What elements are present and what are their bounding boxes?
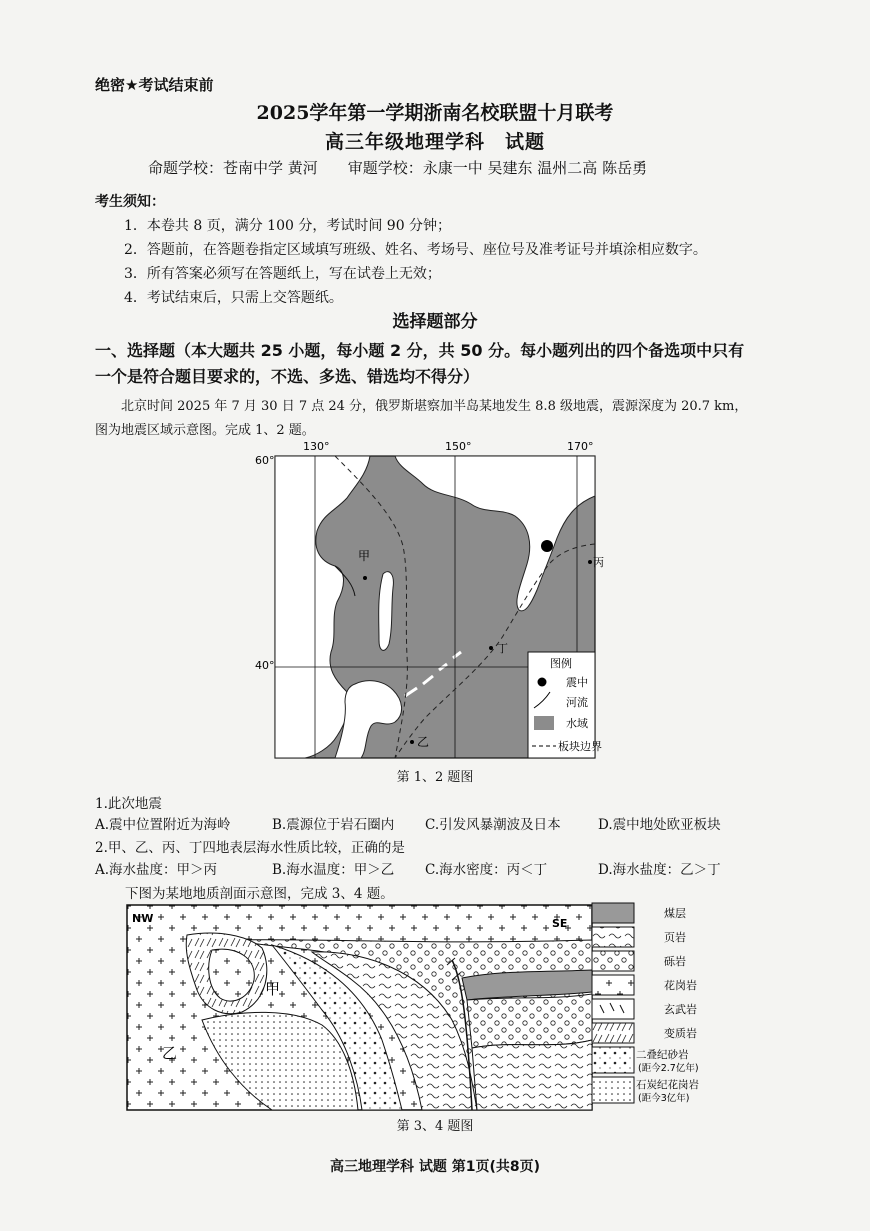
q1-option-c[interactable]: C.引发风暴潮波及日本 [425, 817, 561, 833]
q2-option-d[interactable]: D.海水盐度：乙＞丁 [598, 862, 721, 878]
q2-stem: 2.甲、乙、丙、丁四地表层海水性质比较，正确的是 [95, 840, 405, 856]
exam-title: 2025学年第一学期浙南名校联盟十月联考 [256, 102, 614, 124]
point-bing: 丙 [593, 556, 604, 569]
lon-label-130: 130° [303, 440, 330, 453]
q1-option-a[interactable]: A.震中位置附近为海岭 [95, 817, 231, 833]
intro-q1-2: 北京时间 2025 年 7 月 30 日 7 点 24 分，俄罗斯堪察加半岛某地发生 8.8 级地震，震源深度为 20.7 km，图为地震区域示意图。完成 1、2 题。 [95, 399, 748, 438]
label-yi: 乙 [162, 1044, 178, 1062]
legend-shale: 页岩 [664, 931, 686, 944]
point-ding: 丁 [497, 642, 508, 655]
legend-plate-boundary: 板块边界 [558, 740, 602, 753]
q2-option-b[interactable]: B.海水温度：甲＞乙 [272, 862, 395, 878]
layer-right-lower-shale [472, 1040, 592, 1110]
legend-conglomerate: 砾岩 [664, 955, 686, 968]
section-legend [592, 903, 699, 1104]
notice-item-4: 4．考试结束后，只需上交答题纸。 [124, 290, 343, 306]
lat-label-60: 60° [255, 454, 275, 467]
lat-label-40: 40° [255, 659, 275, 672]
lon-label-170: 170° [567, 440, 594, 453]
legend-coal: 煤层 [664, 907, 686, 920]
notice-item-2: 2．答题前，在答题卷指定区域填写班级、姓名、考场号、座位号及准考证号并填涂相应数字。 [124, 242, 707, 258]
legend-carboniferous-age: (距今3亿年) [638, 1093, 690, 1104]
lon-label-150: 150° [445, 440, 472, 453]
legend-water: 水域 [566, 717, 588, 730]
notice-item-1: 1．本卷共 8 页，满分 100 分，考试时间 90 分钟； [124, 218, 452, 234]
question-header: 一、选择题（本大题共 25 小题，每小题 2 分，共 50 分。每小题列出的四个备选项中只有一个是符合题目要求的，不选、多选、错选均不得分） [95, 341, 745, 386]
legend-granite: 花岗岩 [664, 979, 697, 992]
q1-option-b[interactable]: B.震源位于岩石圈内 [272, 817, 395, 833]
legend-title: 图例 [550, 657, 572, 670]
label-se: SE [552, 917, 568, 930]
section-caption: 第 3、4 题图 [396, 1119, 474, 1134]
authors-line: 命题学校：苍南中学 黄河 审题学校：永康一中 吴建东 温州二高 陈岳勇 [148, 159, 648, 177]
point-yi: 乙 [417, 735, 430, 749]
q1-stem: 1.此次地震 [95, 796, 162, 812]
map-legend [528, 652, 602, 758]
q2-option-c[interactable]: C.海水密度：丙＜丁 [425, 862, 548, 878]
layer-right-lower-sand [467, 994, 592, 1048]
legend-metamorphic: 变质岩 [664, 1027, 697, 1040]
exam-subtitle: 高三年级地理学科 试题 [324, 131, 545, 153]
notice-item-3: 3．所有答案必须写在答题纸上，写在试卷上无效； [124, 266, 441, 282]
label-jia: 甲 [265, 980, 281, 998]
legend-river: 河流 [566, 696, 588, 709]
confidential-mark: 绝密★考试结束前 [95, 76, 214, 94]
legend-permian-sandstone: 二叠纪砂岩 [636, 1049, 689, 1061]
legend-permian-age: (距今2.7亿年) [638, 1063, 699, 1074]
q2-option-a[interactable]: A.海水盐度：甲＞丙 [95, 862, 218, 878]
q1-option-d[interactable]: D.震中地处欧亚板块 [598, 817, 721, 833]
map-caption: 第 1、2 题图 [396, 770, 474, 785]
page-footer: 高三地理学科 试题 第1页(共8页) [329, 1159, 541, 1175]
earthquake-map [255, 436, 604, 766]
legend-carboniferous-granite: 石炭纪花岗岩 [636, 1079, 699, 1091]
notice-heading: 考生须知： [95, 194, 165, 210]
intro-q3-4: 下图为某地地质剖面示意图，完成 3、4 题。 [125, 886, 394, 902]
point-jia: 甲 [358, 549, 371, 563]
epicenter-marker [541, 540, 553, 552]
legend-epicenter: 震中 [566, 676, 588, 689]
legend-basalt: 玄武岩 [664, 1003, 697, 1016]
section-title: 选择题部分 [392, 312, 478, 332]
label-nw: NW [132, 912, 154, 925]
geologic-section [122, 900, 742, 1115]
